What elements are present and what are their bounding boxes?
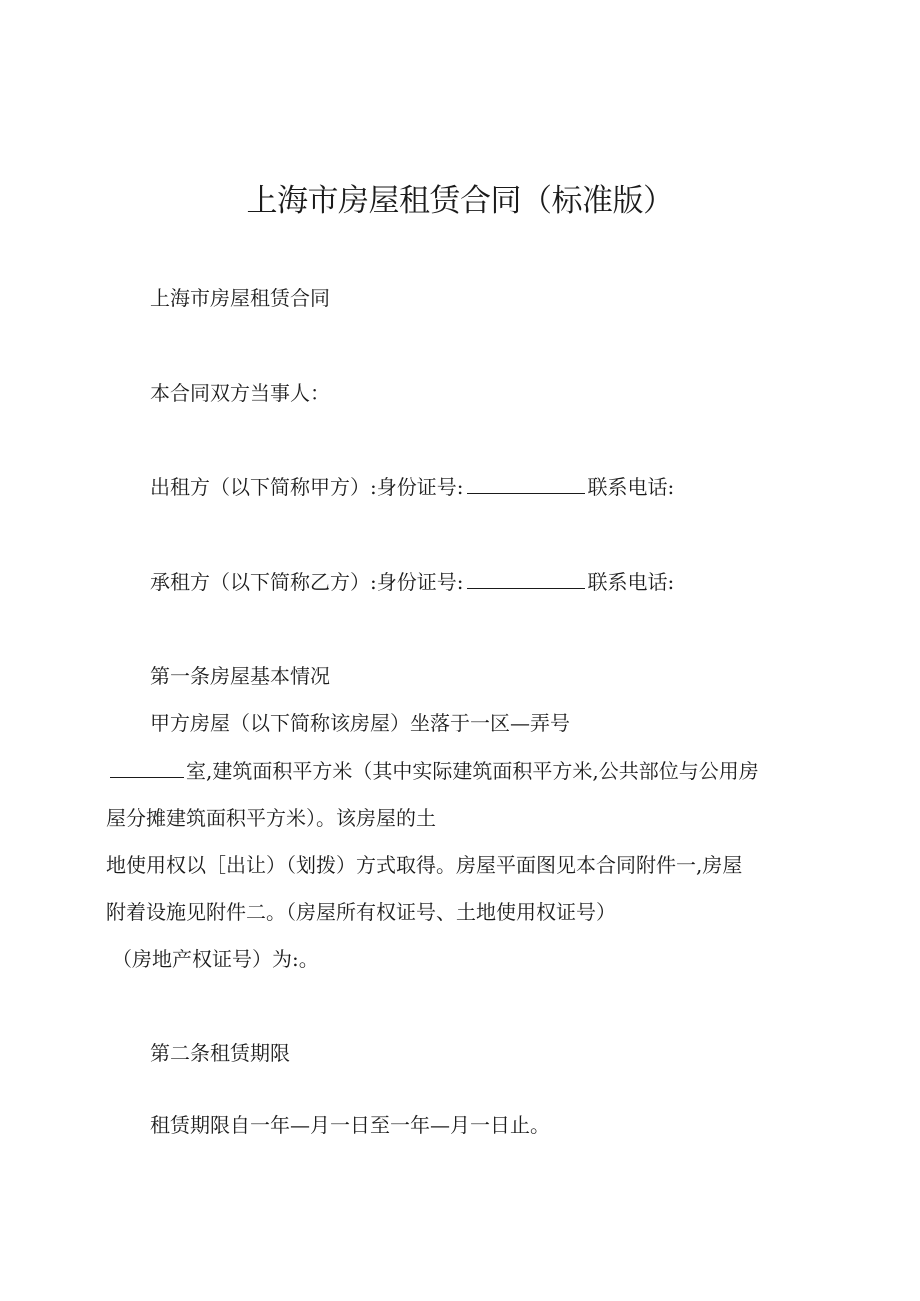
lessor-label: 出租方（以下简称甲方）:身份证号: [150,475,464,499]
article1-line5: 附着设施见附件二。（房屋所有权证号、土地使用权证号） [106,900,616,924]
contract-subtitle: 上海市房屋租赁合同 [150,286,330,310]
article1-line3: 屋分摊建筑面积平方米）。该房屋的土 [106,806,436,830]
article1-line1: 甲方房屋（以下简称该房屋）坐落于一区—弄号 [150,711,570,735]
lessor-line [150,472,674,502]
room-number-blank [110,757,184,778]
lessee-phone-label: 联系电话: [587,570,675,594]
lessee-line [150,567,674,597]
lessor-id-blank [467,473,585,494]
article2-line1: 租赁期限自一年—月一日至一年—月一日止。 [150,1113,550,1137]
lessee-id-blank [467,568,585,589]
lessor-phone-label: 联系电话: [587,475,675,499]
article1-line4: 地使用权以［出让）（划拨）方式取得。房屋平面图见本合同附件一,房屋 [106,853,743,877]
article1-line2-text: 室,建筑面积平方米（其中实际建筑面积平方米,公共部位与公用房 [186,759,759,783]
document-title: 上海市房屋租赁合同（标准版） [246,183,674,219]
article1-heading: 第一条房屋基本情况 [150,664,330,688]
parties-intro: 本合同双方当事人： [150,381,330,405]
article2-heading: 第二条租赁期限 [150,1041,290,1065]
lessee-label: 承租方（以下简称乙方）:身份证号: [150,570,464,594]
article1-line2 [110,756,759,786]
article1-line6: （房地产权证号）为:。 [112,947,319,971]
